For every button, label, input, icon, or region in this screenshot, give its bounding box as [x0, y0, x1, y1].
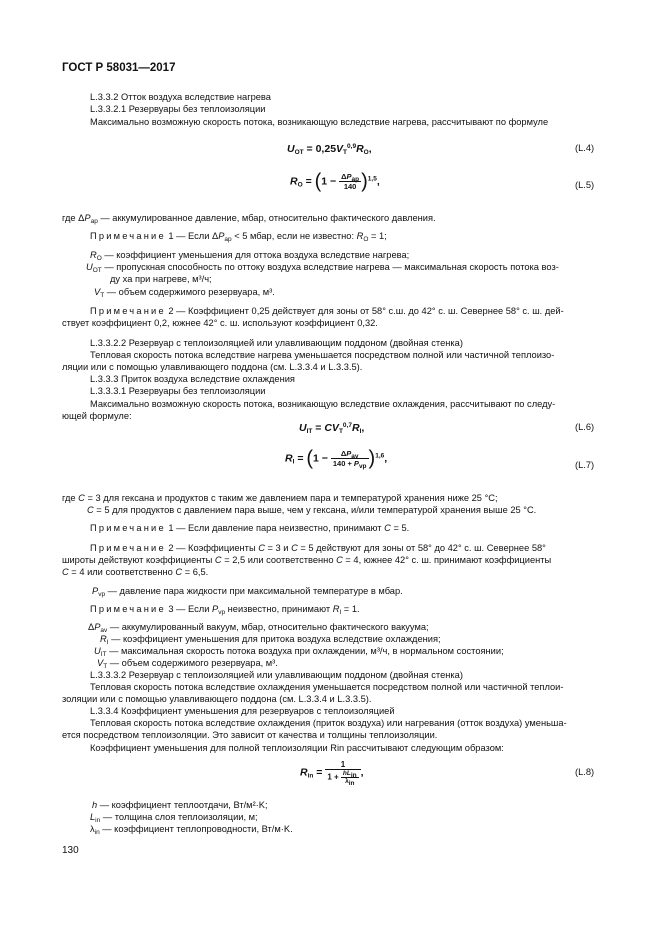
definition-line: где $\Delta P_{ap}$ — аккумулированное давление, мбар, относительно фактического давления. [62, 213, 436, 225]
section-heading: L.3.3.2 Отток воздуха вследствие нагрева [90, 92, 271, 102]
definition-line: $\Delta P_{av}$ — аккумулированный вакуум, мбар, относительно фактического вакуума; [88, 622, 429, 634]
paragraph: Максимально возможную скорость потока, возникающую вследствие охлаждения, рассчитывают по следу- [90, 399, 556, 409]
note-line: ствует коэффициент 0,2, южнее 42° с. ш. используют коэффициент 0,32. [62, 318, 378, 328]
paragraph: золяции или с помощью улавливающего поддона (см. L.3.3.4 и L.3.3.5). [62, 694, 372, 704]
paragraph: Тепловая скорость потока вследствие нагрева уменьшается посредством полной или частичной теплоизо- [90, 350, 555, 360]
paragraph: ющей формуле: [62, 411, 132, 421]
note-line: C = 4 или соответственно C = 6,5. [62, 567, 209, 577]
paragraph: Тепловая скорость потока вследствие охлаждения (приток воздуха) или нагревания (отток воздуха) уменьша- [90, 718, 567, 728]
definition-line: $P_{vp}$ — давление пара жидкости при максимальной температуре в мбар. [92, 586, 403, 598]
definition-line: $V_T$ — объем содержимого резервуара, м³. [94, 287, 275, 299]
formula-l7: $R_I = (1$ − $\frac{\Delta P_{av}}{140 + P_{vp}}$ )$^{1,6}$, [285, 447, 388, 470]
page-number: 130 [62, 845, 79, 856]
formula-l5: $R_O = (1$ − $\frac{\Delta P_{ap}}{140}$ )$^{1,5}$, [290, 170, 380, 193]
note-line: широты действуют коэффициенты C = 2,5 или соответственно C = 4, южнее 42° с. ш. принимают коэффициенты [62, 555, 552, 565]
formula-l6: $U_{IT} = CV_T^{0,7}R_I$, [299, 422, 365, 435]
paragraph: Максимально возможную скорость потока, возникающую вследствие нагрева, рассчитывают по формуле [90, 117, 549, 127]
definition-line: $V_T$ — объем содержимого резервуара, м³. [97, 658, 278, 670]
section-heading: L.3.3.3.1 Резервуары без теплоизоляции [90, 386, 266, 396]
section-heading: L.3.3.3.2 Резервуар с теплоизоляцией или улавливающим поддоном (двойная стенка) [90, 670, 463, 680]
paragraph: ется посредством теплоизоляции. Это зависит от качества и толщины теплоизоляции. [62, 730, 438, 740]
equation-number: (L.7) [575, 460, 595, 470]
definition-line: $U_{IT}$ — максимальная скорость потока воздуха при охлаждении, м³/ч, в нормальном состоянии; [94, 646, 504, 658]
definition-line: $R_I$ — коэффициент уменьшения для притока воздуха вследствие охлаждения; [100, 634, 441, 646]
definition-line: $R_O$ — коэффициент уменьшения для оттока воздуха вследствие нагрева; [90, 250, 410, 262]
equation-number: (L.5) [575, 180, 595, 190]
section-heading: L.3.3.3 Приток воздуха вследствие охлаждения [90, 374, 295, 384]
definition-line: h — коэффициент теплоотдачи, Вт/м²·K; [92, 800, 268, 810]
section-heading: L.3.3.2.1 Резервуары без теплоизоляции [90, 104, 266, 114]
equation-number: (L.4) [575, 143, 595, 153]
definition-line: C = 5 для продуктов с давлением пара выше, чем у гексана, и/или температурой хранения выше 25 °С. [87, 505, 537, 515]
note-line: Примечание 1 — Если $\Delta P_{ap} < 5$ мбар, если не известно: $R_O = 1$; [90, 231, 387, 243]
definition-line: $L_{in}$ — толщина слоя теплоизоляции, м; [90, 812, 258, 824]
section-heading: L.3.3.2.2 Резервуар с теплоизоляцией или улавливающим поддоном (двойная стенка) [90, 338, 463, 348]
paragraph: Тепловая скорость потока вследствие охлаждения уменьшается посредством полной или частичной теплои- [90, 682, 564, 692]
definition-line: $\lambda_{in}$ — коэффициент теплопроводности, Вт/м·K. [90, 824, 293, 836]
formula-l8: $R_{in}$ = 1 1 + $\frac{hL_{in}}{\lambda_{in}}$ , [300, 760, 364, 787]
note-line: Примечание 3 — Если $P_{vp}$ неизвестно, принимают $R_I = 1$. [90, 604, 360, 616]
standard-header: ГОСТ Р 58031—2017 [62, 62, 176, 74]
definition-line: где C = 3 для гексана и продуктов с таким же давлением пара и температурой хранения ниже 25 °С; [62, 493, 498, 503]
definition-line: $U_{OT}$ — пропускная способность по оттоку воздуха вследствие нагрева — максимальная скорость потока воз- [86, 262, 559, 274]
equation-number: (L.8) [575, 767, 595, 777]
definition-line: ду ха при нагреве, м³/ч; [110, 274, 212, 284]
note-line: Примечание 1 — Если давление пара неизвестно, принимают C = 5. [90, 523, 410, 533]
formula-l4: $U_{OT} = 0,25V_T^{0,9}R_O$, [287, 143, 372, 156]
note-line: Примечание 2 — Коэффициент 0,25 действует для зоны от 58° с.ш. до 42° с. ш. Севернее 58° с. ш. дей- [90, 306, 564, 316]
paragraph: Коэффициент уменьшения для полной теплоизоляции Rin рассчитывают следующим образом: [90, 743, 504, 753]
equation-number: (L.6) [575, 422, 595, 432]
paragraph: ляции или с помощью улавливающего поддона (см. L.3.3.4 и L.3.3.5). [62, 362, 363, 372]
section-heading: L.3.3.4 Коэффициент уменьшения для резервуаров с теплоизоляцией [90, 706, 395, 716]
note-line: Примечание 2 — Коэффициенты C = 3 и C = 5 действуют для зоны от 58° до 42° с. ш. Севернее 58° [90, 543, 546, 553]
